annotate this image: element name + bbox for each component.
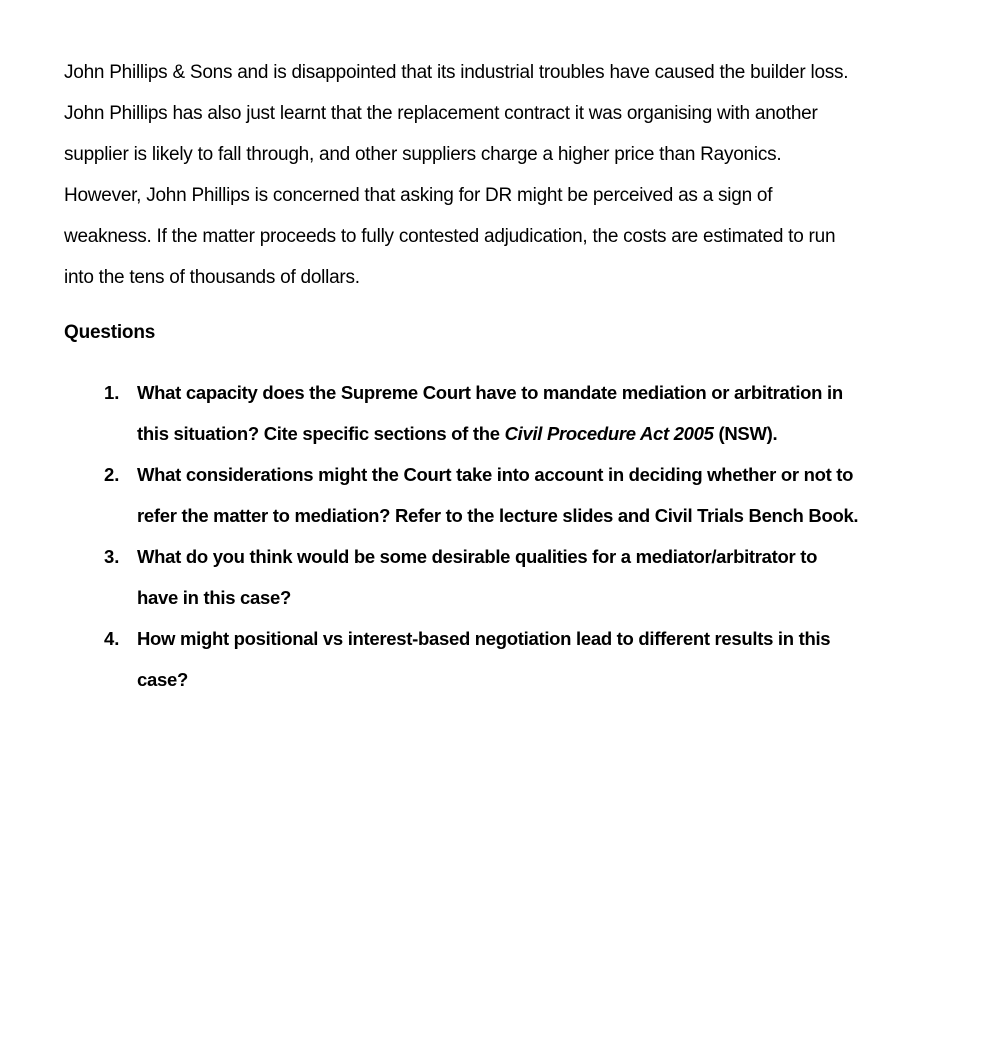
paragraph-line: However, John Phillips is concerned that asking for DR might be perceived as a sign of xyxy=(64,185,773,206)
question-text-line: What capacity does the Supreme Court have to mandate mediation or arbitration in xyxy=(137,382,843,403)
body-paragraph xyxy=(64,52,954,298)
questions-heading: Questions xyxy=(64,322,156,343)
question-item xyxy=(104,618,964,700)
paragraph-line: supplier is likely to fall through, and other suppliers charge a higher price than Rayonics. xyxy=(64,144,782,165)
question-text-line: have in this case? xyxy=(137,587,291,608)
question-text-line: How might positional vs interest-based negotiation lead to different results in this xyxy=(137,628,831,649)
question-item xyxy=(104,372,964,454)
questions-list xyxy=(104,372,964,700)
question-text-line: refer the matter to mediation? Refer to the lecture slides and Civil Trials Bench Book. xyxy=(137,505,859,526)
question-text-line: case? xyxy=(137,669,188,690)
paragraph-line: John Phillips has also just learnt that the replacement contract it was organising with another xyxy=(64,103,818,124)
paragraph-line: weakness. If the matter proceeds to fully contested adjudication, the costs are estimated to run xyxy=(64,226,836,247)
act-title: Civil Procedure Act 2005 xyxy=(504,423,714,444)
question-number: 3. xyxy=(104,546,120,567)
question-number: 2. xyxy=(104,464,120,485)
question-item xyxy=(104,536,964,618)
paragraph-line: John Phillips & Sons and is disappointed that its industrial troubles have caused the builder loss. xyxy=(64,62,849,83)
question-text-segment: (NSW). xyxy=(713,423,778,444)
question-text-segment: this situation? Cite specific sections of the xyxy=(137,423,505,444)
question-item xyxy=(104,454,964,536)
question-number: 1. xyxy=(104,382,120,403)
question-text-line: What considerations might the Court take into account in deciding whether or not to xyxy=(137,464,854,485)
paragraph-line: into the tens of thousands of dollars. xyxy=(64,267,360,288)
question-text-line xyxy=(137,413,964,454)
question-text-line: What do you think would be some desirable qualities for a mediator/arbitrator to xyxy=(137,546,818,567)
question-number: 4. xyxy=(104,628,120,649)
